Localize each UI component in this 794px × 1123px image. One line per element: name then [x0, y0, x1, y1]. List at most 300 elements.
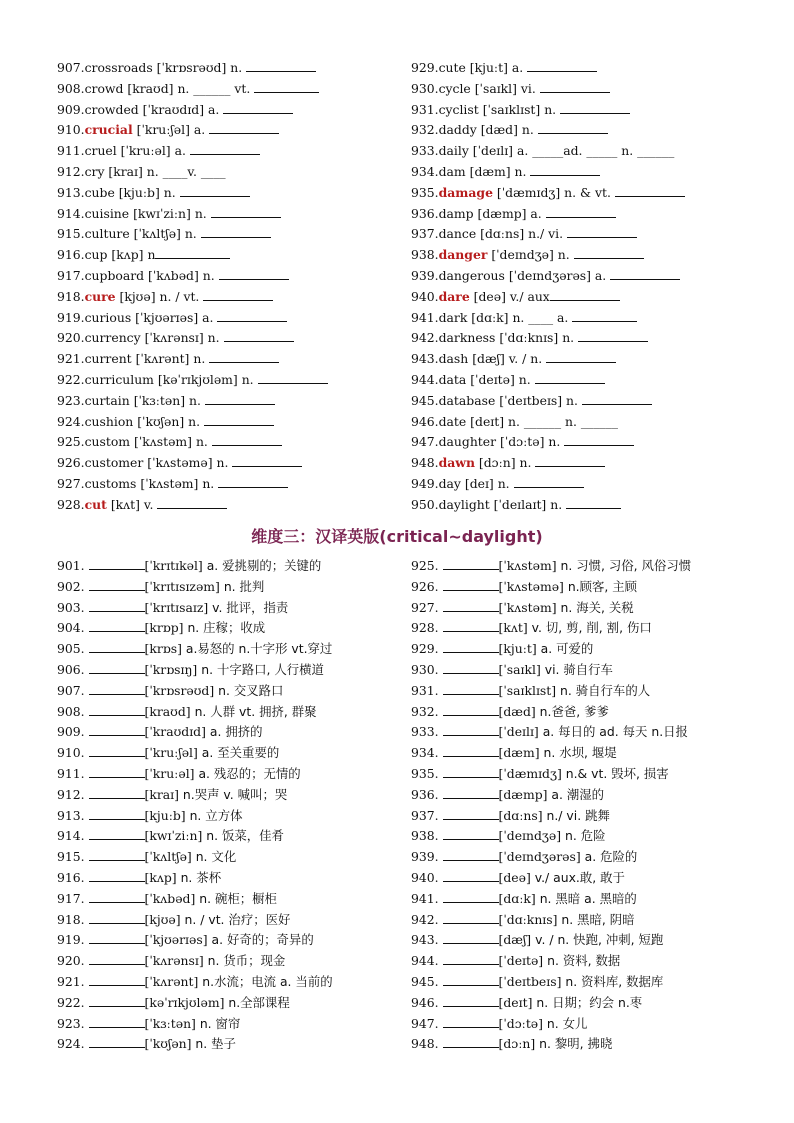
- part-of-speech: n.: [546, 496, 567, 512]
- definition: v. 切, 剪, 削, 割, 伤口: [527, 620, 652, 636]
- vocab-row: [57, 412, 427, 433]
- answer-blank[interactable]: [190, 142, 260, 155]
- phonetic: [dɔːn]: [474, 455, 516, 471]
- phonetic: [ˈkʊʃən]: [144, 1036, 192, 1052]
- entry-number: 935.: [411, 765, 443, 781]
- phonetic: [deə]: [469, 288, 506, 304]
- translation-row: [57, 660, 427, 681]
- answer-blank[interactable]: [89, 661, 145, 674]
- vocab-row: [411, 266, 781, 287]
- translation-row: [411, 556, 781, 577]
- entry-number: 928.: [57, 496, 85, 512]
- answer-blank[interactable]: [535, 454, 605, 467]
- definition: v. 批评，指责: [208, 599, 289, 615]
- translation-row: [411, 785, 781, 806]
- vocab-row: [411, 412, 781, 433]
- translation-row: [57, 743, 427, 764]
- translation-row: [411, 1034, 781, 1055]
- answer-blank[interactable]: [246, 59, 316, 72]
- phonetic: [ˈkʌstəm]: [136, 475, 199, 491]
- entry-number: 916.: [57, 869, 89, 885]
- part-of-speech: n.: [544, 434, 565, 450]
- translation-row: [57, 868, 427, 889]
- vocab-row: [57, 141, 427, 162]
- entry-word: dance: [438, 226, 477, 242]
- answer-blank[interactable]: [443, 827, 499, 840]
- answer-blank[interactable]: [574, 246, 644, 259]
- definition: n.哭声 v. 喊叫；哭: [178, 786, 288, 802]
- translation-row: [57, 556, 427, 577]
- vocab-row: [411, 432, 781, 453]
- answer-blank[interactable]: [254, 80, 319, 93]
- entry-number: 938.: [411, 247, 439, 263]
- translation-row: [57, 618, 427, 639]
- answer-blank[interactable]: [89, 1035, 145, 1048]
- translation-row: [411, 764, 781, 785]
- answer-blank[interactable]: [89, 703, 145, 716]
- answer-blank[interactable]: [89, 931, 145, 944]
- answer-blank[interactable]: [89, 578, 145, 591]
- entry-number: 909.: [57, 101, 85, 117]
- answer-blank[interactable]: [443, 1015, 499, 1028]
- part-of-speech: a.: [204, 101, 224, 117]
- phonetic: [deə]: [498, 869, 531, 885]
- definition: n. 文化: [191, 849, 237, 865]
- answer-blank[interactable]: [443, 786, 499, 799]
- translation-row: [411, 660, 781, 681]
- phonetic: [kəˈrɪkjʊləm]: [144, 994, 225, 1010]
- phonetic: [dæd]: [476, 122, 518, 138]
- key-word: cure: [84, 288, 116, 304]
- entry-word: current: [84, 351, 132, 367]
- entry-word: daughter: [438, 434, 497, 450]
- entry-word: data: [438, 371, 467, 387]
- answer-blank[interactable]: [89, 827, 145, 840]
- entry-number: 935.: [411, 184, 439, 200]
- entry-word: damp: [438, 205, 474, 221]
- entry-word: daddy: [438, 122, 477, 138]
- definition: n. 日期；约会 n.枣: [532, 994, 643, 1010]
- definition: a. 残忍的；无情的: [194, 765, 301, 781]
- answer-blank[interactable]: [610, 267, 680, 280]
- phonetic: [kʌt]: [498, 620, 528, 636]
- entry-number: 925.: [57, 434, 85, 450]
- entry-number: 923.: [57, 1015, 89, 1031]
- phonetic: [ˈkʌbəd]: [144, 267, 199, 283]
- entry-word: cyclist: [438, 101, 479, 117]
- translation-row: [57, 930, 427, 951]
- definition: n./ vi. 跳舞: [542, 807, 610, 823]
- answer-blank[interactable]: [155, 246, 230, 259]
- answer-blank[interactable]: [205, 392, 275, 405]
- phonetic: [ˈkʌbəd]: [144, 890, 196, 906]
- entry-number: 917.: [57, 890, 89, 906]
- key-word: danger: [438, 247, 488, 263]
- answer-blank[interactable]: [89, 973, 145, 986]
- entry-word: daylight: [438, 496, 490, 512]
- answer-blank[interactable]: [443, 994, 499, 1007]
- answer-blank[interactable]: [572, 309, 637, 322]
- entry-number: 934.: [411, 163, 439, 179]
- answer-blank[interactable]: [443, 973, 499, 986]
- entry-word: cuisine: [84, 205, 130, 221]
- answer-blank[interactable]: [443, 703, 499, 716]
- definition: a. 爱挑剔的；关键的: [202, 558, 322, 573]
- phonetic: [deɪ]: [460, 475, 494, 491]
- key-word: damage: [438, 184, 493, 200]
- answer-blank[interactable]: [89, 557, 145, 570]
- vocab-row: [57, 349, 427, 370]
- entry-word: date: [438, 413, 467, 429]
- entry-number: 917.: [57, 267, 85, 283]
- phonetic: [kʌt]: [106, 496, 140, 512]
- answer-blank[interactable]: [217, 309, 287, 322]
- answer-blank[interactable]: [582, 392, 652, 405]
- answer-blank[interactable]: [443, 682, 499, 695]
- definition: n. 黎明, 拂晓: [535, 1036, 613, 1052]
- phonetic: [ˈkʌstəmə]: [143, 455, 213, 471]
- phonetic: [kwɪˈziːn]: [144, 828, 203, 844]
- answer-blank[interactable]: [443, 869, 499, 882]
- entry-number: 914.: [57, 828, 89, 844]
- phonetic: [kraɪ]: [144, 786, 179, 802]
- answer-blank[interactable]: [443, 807, 499, 820]
- answer-blank[interactable]: [443, 578, 499, 591]
- entry-number: 907.: [57, 682, 89, 698]
- answer-blank[interactable]: [211, 205, 281, 218]
- part-of-speech: n.: [203, 330, 224, 346]
- part-of-speech: n. ____v. ____: [142, 163, 226, 179]
- answer-blank[interactable]: [564, 433, 634, 446]
- phonetic: [kraʊd]: [144, 703, 191, 719]
- vocab-row: [411, 287, 781, 308]
- phonetic: [ˈdeɪlɪ]: [498, 724, 539, 740]
- entry-number: 911.: [57, 143, 85, 159]
- answer-blank[interactable]: [209, 350, 279, 363]
- vocab-row: [411, 349, 781, 370]
- part-of-speech: n.: [159, 184, 180, 200]
- answer-blank[interactable]: [550, 288, 620, 301]
- part-of-speech: n.: [180, 226, 201, 242]
- phonetic: [kraʊd]: [123, 80, 174, 96]
- answer-blank[interactable]: [538, 121, 608, 134]
- answer-blank[interactable]: [443, 1035, 499, 1048]
- entry-number: 933.: [411, 724, 443, 740]
- phonetic: [dæm]: [498, 745, 540, 761]
- entry-number: 926.: [57, 455, 85, 471]
- phonetic: [ˈdeɪndʒərəs]: [498, 849, 581, 865]
- vocab-row: [411, 370, 781, 391]
- part-of-speech: n. ______ vt.: [173, 80, 255, 96]
- answer-blank[interactable]: [567, 225, 637, 238]
- definition: n. 资料, 数据: [543, 953, 621, 969]
- answer-blank[interactable]: [443, 765, 499, 778]
- entry-word: cycle: [438, 80, 471, 96]
- entry-number: 932.: [411, 703, 443, 719]
- entry-number: 944.: [411, 371, 439, 387]
- part-of-speech: n.: [189, 351, 210, 367]
- entry-number: 942.: [411, 330, 439, 346]
- definition: n. 庄稼；收成: [183, 620, 266, 636]
- answer-blank[interactable]: [232, 454, 302, 467]
- part-of-speech: v.: [139, 496, 158, 512]
- entry-number: 906.: [57, 661, 89, 677]
- part-of-speech: n.: [192, 434, 212, 450]
- answer-blank[interactable]: [204, 413, 274, 426]
- phonetic: [dæmp]: [473, 205, 527, 221]
- key-word: dawn: [438, 455, 475, 471]
- answer-blank[interactable]: [212, 433, 282, 446]
- vocab-row: [411, 245, 781, 266]
- part-of-speech: n.: [515, 455, 536, 471]
- definition: v./ aux.敢, 敢于: [530, 869, 625, 885]
- definition: n. / vt. 治疗；医好: [180, 911, 291, 927]
- answer-blank[interactable]: [224, 329, 294, 342]
- phonetic: [ˈkrɪtɪkəl]: [144, 558, 203, 573]
- answer-blank[interactable]: [546, 350, 616, 363]
- answer-blank[interactable]: [535, 371, 605, 384]
- vocab-row: [411, 453, 781, 474]
- phonetic: [ˈkʌltʃə]: [144, 849, 192, 865]
- answer-blank[interactable]: [203, 288, 273, 301]
- phonetic: [ˈdeɪndʒə]: [487, 247, 554, 263]
- answer-blank[interactable]: [89, 848, 145, 861]
- answer-blank[interactable]: [443, 848, 499, 861]
- phonetic: [ˈkruːʃəl]: [144, 745, 198, 761]
- answer-blank[interactable]: [89, 890, 145, 903]
- definition: v. / n. 快跑, 冲刺, 短跑: [531, 932, 664, 948]
- entry-number: 930.: [411, 661, 443, 677]
- phonetic: [kjuːb]: [114, 184, 160, 200]
- phonetic: [dæʃ]: [498, 932, 532, 948]
- answer-blank[interactable]: [218, 475, 288, 488]
- definition: n.全部课程: [224, 994, 290, 1010]
- answer-blank[interactable]: [578, 329, 648, 342]
- phonetic: [ˈkjʊərɪəs]: [144, 932, 208, 948]
- vocab-row: [57, 328, 427, 349]
- answer-blank[interactable]: [89, 1015, 145, 1028]
- vocab-row: [411, 100, 781, 121]
- translation-row: [57, 972, 427, 993]
- entry-number: 936.: [411, 205, 439, 221]
- answer-blank[interactable]: [443, 744, 499, 757]
- translation-row: [411, 910, 781, 931]
- part-of-speech: n.: [190, 205, 211, 221]
- phonetic: [ˈkʌrənt]: [144, 973, 199, 989]
- entry-number: 939.: [411, 849, 443, 865]
- vocab-row: [57, 474, 427, 495]
- answer-blank[interactable]: [223, 101, 293, 114]
- definition: a. 拥挤的: [205, 724, 263, 740]
- answer-blank[interactable]: [89, 869, 145, 882]
- entry-word: customs: [84, 475, 137, 491]
- answer-blank[interactable]: [443, 890, 499, 903]
- answer-blank[interactable]: [443, 599, 499, 612]
- part-of-speech: n.: [198, 475, 219, 491]
- phonetic: [kjʊə]: [115, 288, 156, 304]
- vocab-row: [411, 204, 781, 225]
- entry-number: 920.: [57, 953, 89, 969]
- translation-row: [411, 847, 781, 868]
- answer-blank[interactable]: [89, 640, 145, 653]
- vocab-row: [411, 79, 781, 100]
- entry-number: 947.: [411, 434, 439, 450]
- translation-row: [57, 764, 427, 785]
- definition: a. 潮湿的: [547, 786, 605, 802]
- answer-blank[interactable]: [89, 765, 145, 778]
- entry-number: 945.: [411, 392, 439, 408]
- answer-blank[interactable]: [89, 911, 145, 924]
- answer-blank[interactable]: [443, 931, 499, 944]
- phonetic: [ˈsaɪkl]: [470, 80, 517, 96]
- answer-blank[interactable]: [514, 475, 584, 488]
- translation-row: [57, 681, 427, 702]
- vocab-row: [411, 474, 781, 495]
- definition: n. 饭菜，佳肴: [202, 828, 284, 844]
- answer-blank[interactable]: [443, 619, 499, 632]
- entry-word: dash: [438, 351, 469, 367]
- entry-number: 931.: [411, 101, 439, 117]
- answer-blank[interactable]: [540, 80, 610, 93]
- translation-row: [57, 889, 427, 910]
- entry-number: 915.: [57, 849, 89, 865]
- answer-blank[interactable]: [530, 163, 600, 176]
- definition: n. 交叉路口: [214, 682, 284, 698]
- entry-word: cry: [84, 163, 105, 179]
- entry-number: 929.: [411, 60, 439, 75]
- answer-blank[interactable]: [89, 599, 145, 612]
- phonetic: [ˈdeɪlɪ]: [468, 143, 514, 159]
- entry-number: 908.: [57, 80, 85, 96]
- phonetic: [ˈdɔːtə]: [498, 1015, 543, 1031]
- translation-row: [411, 618, 781, 639]
- entry-number: 912.: [57, 786, 89, 802]
- translation-row: [57, 702, 427, 723]
- definition: n. 批判: [219, 578, 265, 594]
- entry-number: 932.: [411, 122, 439, 138]
- entry-number: 922.: [57, 994, 89, 1010]
- answer-blank[interactable]: [566, 496, 621, 509]
- phonetic: [ˈkruːəl]: [144, 765, 195, 781]
- entry-number: 921.: [57, 351, 85, 367]
- entry-word: custom: [84, 434, 131, 450]
- answer-blank[interactable]: [89, 786, 145, 799]
- answer-blank[interactable]: [201, 225, 271, 238]
- answer-blank[interactable]: [443, 557, 499, 570]
- definition: a. 危险的: [580, 849, 638, 865]
- answer-blank[interactable]: [443, 640, 499, 653]
- entry-number: 943.: [411, 351, 439, 367]
- answer-blank[interactable]: [89, 744, 145, 757]
- entry-number: 930.: [411, 80, 439, 96]
- entry-word: cute: [438, 60, 466, 75]
- translation-row: [57, 806, 427, 827]
- vocab-row: [57, 100, 427, 121]
- answer-blank[interactable]: [219, 267, 289, 280]
- answer-blank[interactable]: [615, 184, 685, 197]
- entry-number: 931.: [411, 682, 443, 698]
- entry-number: 909.: [57, 724, 89, 740]
- definition: n. 女儿: [542, 1015, 588, 1031]
- entry-word: curious: [84, 309, 132, 325]
- answer-blank[interactable]: [180, 184, 250, 197]
- phonetic: [ˈdɔːtə]: [496, 434, 545, 450]
- entry-number: 910.: [57, 745, 89, 761]
- answer-blank[interactable]: [527, 59, 597, 72]
- phonetic: [ˈkʌltʃə]: [129, 226, 181, 242]
- answer-blank[interactable]: [258, 371, 328, 384]
- translation-row: [57, 847, 427, 868]
- vocab-row: [57, 495, 427, 516]
- entry-number: 903.: [57, 599, 89, 615]
- phonetic: [dɔːn]: [498, 1036, 536, 1052]
- translation-row: [411, 577, 781, 598]
- key-word: crucial: [84, 122, 133, 138]
- entry-number: 912.: [57, 163, 85, 179]
- entry-number: 934.: [411, 745, 443, 761]
- part-of-speech: n.: [184, 413, 204, 429]
- key-word: cut: [84, 496, 107, 512]
- answer-blank[interactable]: [89, 994, 145, 1007]
- vocab-row: [57, 432, 427, 453]
- entry-number: 937.: [411, 807, 443, 823]
- definition: n. 货币；现金: [203, 953, 286, 969]
- entry-word: currency: [84, 330, 141, 346]
- entry-number: 924.: [57, 413, 85, 429]
- answer-blank[interactable]: [560, 101, 630, 114]
- phonetic: [kjuːb]: [144, 807, 186, 823]
- entry-number: 914.: [57, 205, 85, 221]
- phonetic: [kjuːt]: [465, 60, 508, 75]
- phonetic: [ˈdæmɪdʒ]: [492, 184, 561, 200]
- phonetic: [ˈkɜːtən]: [129, 392, 186, 408]
- phonetic: [ˈkʌrənsɪ]: [140, 330, 204, 346]
- phonetic: [ˈkrɪtɪsɪzəm]: [144, 578, 220, 594]
- answer-blank[interactable]: [157, 496, 227, 509]
- entry-word: crowd: [84, 80, 124, 96]
- vocab-row: [57, 120, 427, 141]
- translation-row: [411, 639, 781, 660]
- entry-word: dark: [438, 309, 468, 325]
- vocab-row: [411, 224, 781, 245]
- answer-blank[interactable]: [546, 205, 616, 218]
- answer-blank[interactable]: [443, 952, 499, 965]
- definition: n.水流；电流 a. 当前的: [198, 973, 333, 989]
- answer-blank[interactable]: [89, 807, 145, 820]
- phonetic: [ˈkʌstəm]: [130, 434, 193, 450]
- entry-word: dangerous: [438, 267, 505, 283]
- entry-number: 947.: [411, 1015, 443, 1031]
- phonetic: [ˈkjʊərɪəs]: [131, 309, 199, 325]
- entry-number: 925.: [411, 558, 443, 573]
- answer-blank[interactable]: [443, 723, 499, 736]
- phonetic: [dɑːns]: [498, 807, 543, 823]
- entry-number: 926.: [411, 578, 443, 594]
- answer-blank[interactable]: [89, 723, 145, 736]
- answer-blank[interactable]: [89, 952, 145, 965]
- answer-blank[interactable]: [443, 911, 499, 924]
- answer-blank[interactable]: [89, 619, 145, 632]
- definition: vi. 骑自行车: [540, 661, 613, 677]
- answer-blank[interactable]: [443, 661, 499, 674]
- answer-blank[interactable]: [89, 682, 145, 695]
- answer-blank[interactable]: [209, 121, 279, 134]
- phonetic: [dæm]: [465, 163, 511, 179]
- translation-row: [57, 951, 427, 972]
- phonetic: [ˈkrɒsrəʊd]: [152, 60, 227, 75]
- entry-number: 937.: [411, 226, 439, 242]
- phonetic: [krɒp]: [144, 620, 184, 636]
